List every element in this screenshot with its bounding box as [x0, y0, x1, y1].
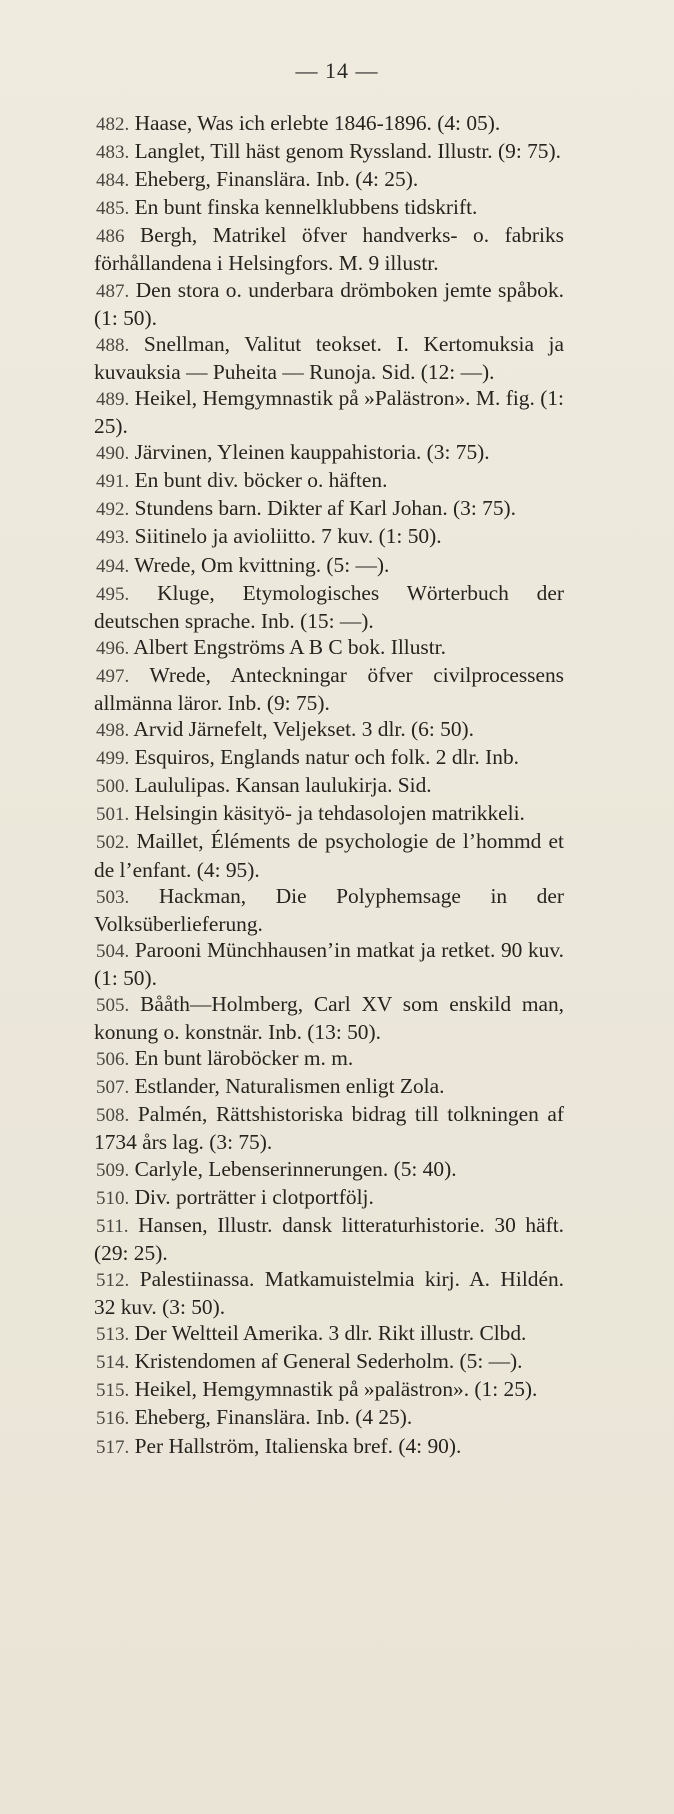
catalog-entry: [94, 439, 564, 467]
entry-text: Kluge, Etymologisches Wörterbuch der deutschen sprache. Inb. (15: —).: [94, 580, 564, 633]
catalog-entry: [94, 138, 564, 166]
entry-number: 499.: [96, 748, 130, 770]
entry-number: 510.: [96, 1187, 130, 1209]
entry-number: 483.: [96, 142, 130, 164]
catalog-entry: [94, 1073, 564, 1101]
entry-text: Wrede, Om kvittning. (5: —).: [134, 552, 390, 577]
catalog-entry: [94, 1348, 564, 1376]
entry-text: Snellman, Valitut teokset. I. Kertomuksia ja kuvauksia — Puheita — Runoja. Sid. (12: —).: [94, 331, 564, 384]
entry-number: 498.: [96, 720, 130, 742]
entry-text: Heikel, Hemgymnastik på »palästron». (1: 25).: [134, 1377, 538, 1402]
entry-number: 512.: [96, 1269, 130, 1291]
catalog-entry: [94, 772, 564, 800]
catalog-entry: [94, 662, 564, 716]
catalog-entry: [94, 828, 564, 882]
entry-number: 496.: [96, 637, 130, 659]
entry-number: 486: [96, 226, 125, 248]
entry-text: Per Hallström, Italienska bref. (4: 90).: [134, 1433, 462, 1458]
entry-number: 489.: [96, 388, 130, 410]
catalog-entry-list: [94, 110, 564, 1461]
entry-number: 501.: [96, 804, 130, 826]
entry-text: Haase, Was ich erlebte 1846-1896. (4: 05).: [134, 111, 501, 135]
catalog-entry: [94, 166, 564, 194]
entry-number: 508.: [96, 1105, 130, 1127]
catalog-entry: [94, 937, 564, 991]
entry-number: 511.: [96, 1215, 129, 1237]
catalog-entry: [94, 194, 564, 222]
catalog-entry: [94, 991, 564, 1045]
catalog-entry: [94, 1320, 564, 1348]
catalog-entry: [94, 277, 564, 331]
entry-number: 494.: [96, 555, 130, 577]
catalog-entry: [94, 552, 564, 580]
catalog-entry: [94, 800, 564, 828]
entry-number: 491.: [96, 471, 130, 493]
catalog-entry: [94, 1156, 564, 1184]
entry-text: Estlander, Naturalismen enligt Zola.: [134, 1074, 445, 1099]
catalog-entry: [94, 716, 564, 744]
catalog-entry: [94, 110, 564, 138]
catalog-entry: [94, 222, 564, 276]
entry-text: En bunt finska kennelklubbens tidskrift.: [134, 195, 478, 220]
entry-number: 495.: [96, 583, 130, 605]
entry-number: 487.: [96, 280, 130, 302]
entry-text: Maillet, Éléments de psychologie de l’hommd et de l’enfant. (4: 95).: [94, 829, 564, 882]
entry-number: 506.: [96, 1049, 130, 1071]
entry-number: 500.: [96, 776, 130, 798]
entry-text: Albert Engströms A B C bok. Illustr.: [133, 634, 446, 659]
entry-number: 488.: [96, 334, 130, 356]
entry-text: Laululipas. Kansan laulukirja. Sid.: [134, 773, 432, 798]
entry-text: Järvinen, Yleinen kauppahistoria. (3: 75).: [134, 440, 490, 465]
entry-number: 515.: [96, 1380, 130, 1402]
catalog-entry: [94, 385, 564, 439]
entry-number: 509.: [96, 1159, 130, 1181]
catalog-entry: [94, 1266, 564, 1320]
catalog-entry: [94, 580, 564, 634]
entry-text: Bergh, Matrikel öfver handverks- o. fabriks förhållandena i Helsingfors. M. 9 illustr.: [94, 223, 564, 276]
entry-text: Helsingin käsityö- ja tehdasolojen matrikkeli.: [134, 801, 525, 826]
entry-number: 505.: [96, 995, 130, 1016]
entry-text: En bunt div. böcker o. häften.: [134, 468, 388, 493]
entry-text: Der Weltteil Amerika. 3 dlr. Rikt illustr. Clbd.: [134, 1321, 527, 1346]
entry-number: 502.: [96, 832, 130, 854]
catalog-entry: [94, 1101, 564, 1155]
entry-text: Langlet, Till häst genom Ryssland. Illustr. (9: 75).: [134, 139, 561, 164]
catalog-entry: [94, 495, 564, 523]
entry-text: Palmén, Rättshistoriska bidrag till tolkningen af 1734 års lag. (3: 75).: [94, 1102, 564, 1155]
entry-text: Kristendomen af General Sederholm. (5: —).: [134, 1349, 523, 1374]
entry-number: 504.: [96, 940, 130, 962]
entry-text: Palestiinassa. Matkamuistelmia kirj. A. Hildén. 32 kuv. (3: 50).: [94, 1266, 564, 1320]
page-number: — 14 —: [295, 58, 379, 83]
entry-text: Carlyle, Lebenserinnerungen. (5: 40).: [134, 1156, 457, 1181]
entry-number: 482.: [96, 114, 130, 135]
catalog-entry: [94, 1404, 564, 1432]
catalog-entry: [94, 1433, 564, 1461]
catalog-entry: [94, 467, 564, 495]
entry-number: 503.: [96, 886, 130, 908]
entry-number: 493.: [96, 527, 130, 549]
entry-text: Hansen, Illustr. dansk litteraturhistorie. 30 häft. (29: 25).: [94, 1212, 564, 1265]
entry-text: Arvid Järnefelt, Veljekset. 3 dlr. (6: 50).: [133, 717, 475, 742]
entry-text: Esquiros, Englands natur och folk. 2 dlr. Inb.: [134, 745, 519, 770]
catalog-entry: [94, 1184, 564, 1212]
entry-text: En bunt läroböcker m. m.: [134, 1046, 354, 1071]
entry-number: 497.: [96, 665, 130, 687]
entry-number: 514.: [96, 1352, 130, 1374]
entry-text: Hackman, Die Polyphemsage in der Volksüberlieferung.: [94, 883, 564, 936]
entry-number: 492.: [96, 499, 130, 521]
entry-number: 485.: [96, 198, 130, 220]
entry-text: Bååth—Holmberg, Carl XV som enskild man, konung o. konstnär. Inb. (13: 50).: [94, 992, 564, 1045]
entry-number: 513.: [96, 1324, 130, 1346]
entry-text: Parooni Münchhausen’in matkat ja retket. 90 kuv. (1: 50).: [94, 937, 564, 990]
catalog-entry: [94, 1212, 564, 1266]
entry-number: 507.: [96, 1077, 130, 1099]
entry-text: Eheberg, Finanslära. Inb. (4 25).: [134, 1405, 413, 1430]
catalog-entry: [94, 331, 564, 385]
entry-text: Heikel, Hemgymnastik på »Palästron». M. fig. (1: 25).: [94, 385, 564, 439]
entry-number: 484.: [96, 170, 130, 192]
catalog-entry: [94, 1045, 564, 1073]
entry-text: Wrede, Anteckningar öfver civilprocessens allmänna läror. Inb. (9: 75).: [94, 662, 564, 715]
entry-text: Den stora o. underbara drömboken jemte spåbok. (1: 50).: [94, 277, 564, 330]
entry-text: Eheberg, Finanslära. Inb. (4: 25).: [134, 167, 419, 192]
entry-number: 490.: [96, 443, 130, 465]
catalog-entry: [94, 883, 564, 937]
entry-number: 517.: [96, 1436, 130, 1458]
entry-number: 516.: [96, 1408, 130, 1430]
catalog-entry: [94, 634, 564, 662]
catalog-entry: [94, 523, 564, 551]
entry-text: Stundens barn. Dikter af Karl Johan. (3: 75).: [134, 496, 516, 521]
entry-text: Div. porträtter i clotportfölj.: [134, 1184, 374, 1209]
catalog-entry: [94, 1376, 564, 1404]
catalog-entry: [94, 744, 564, 772]
entry-text: Siitinelo ja avioliitto. 7 kuv. (1: 50).: [134, 524, 442, 549]
